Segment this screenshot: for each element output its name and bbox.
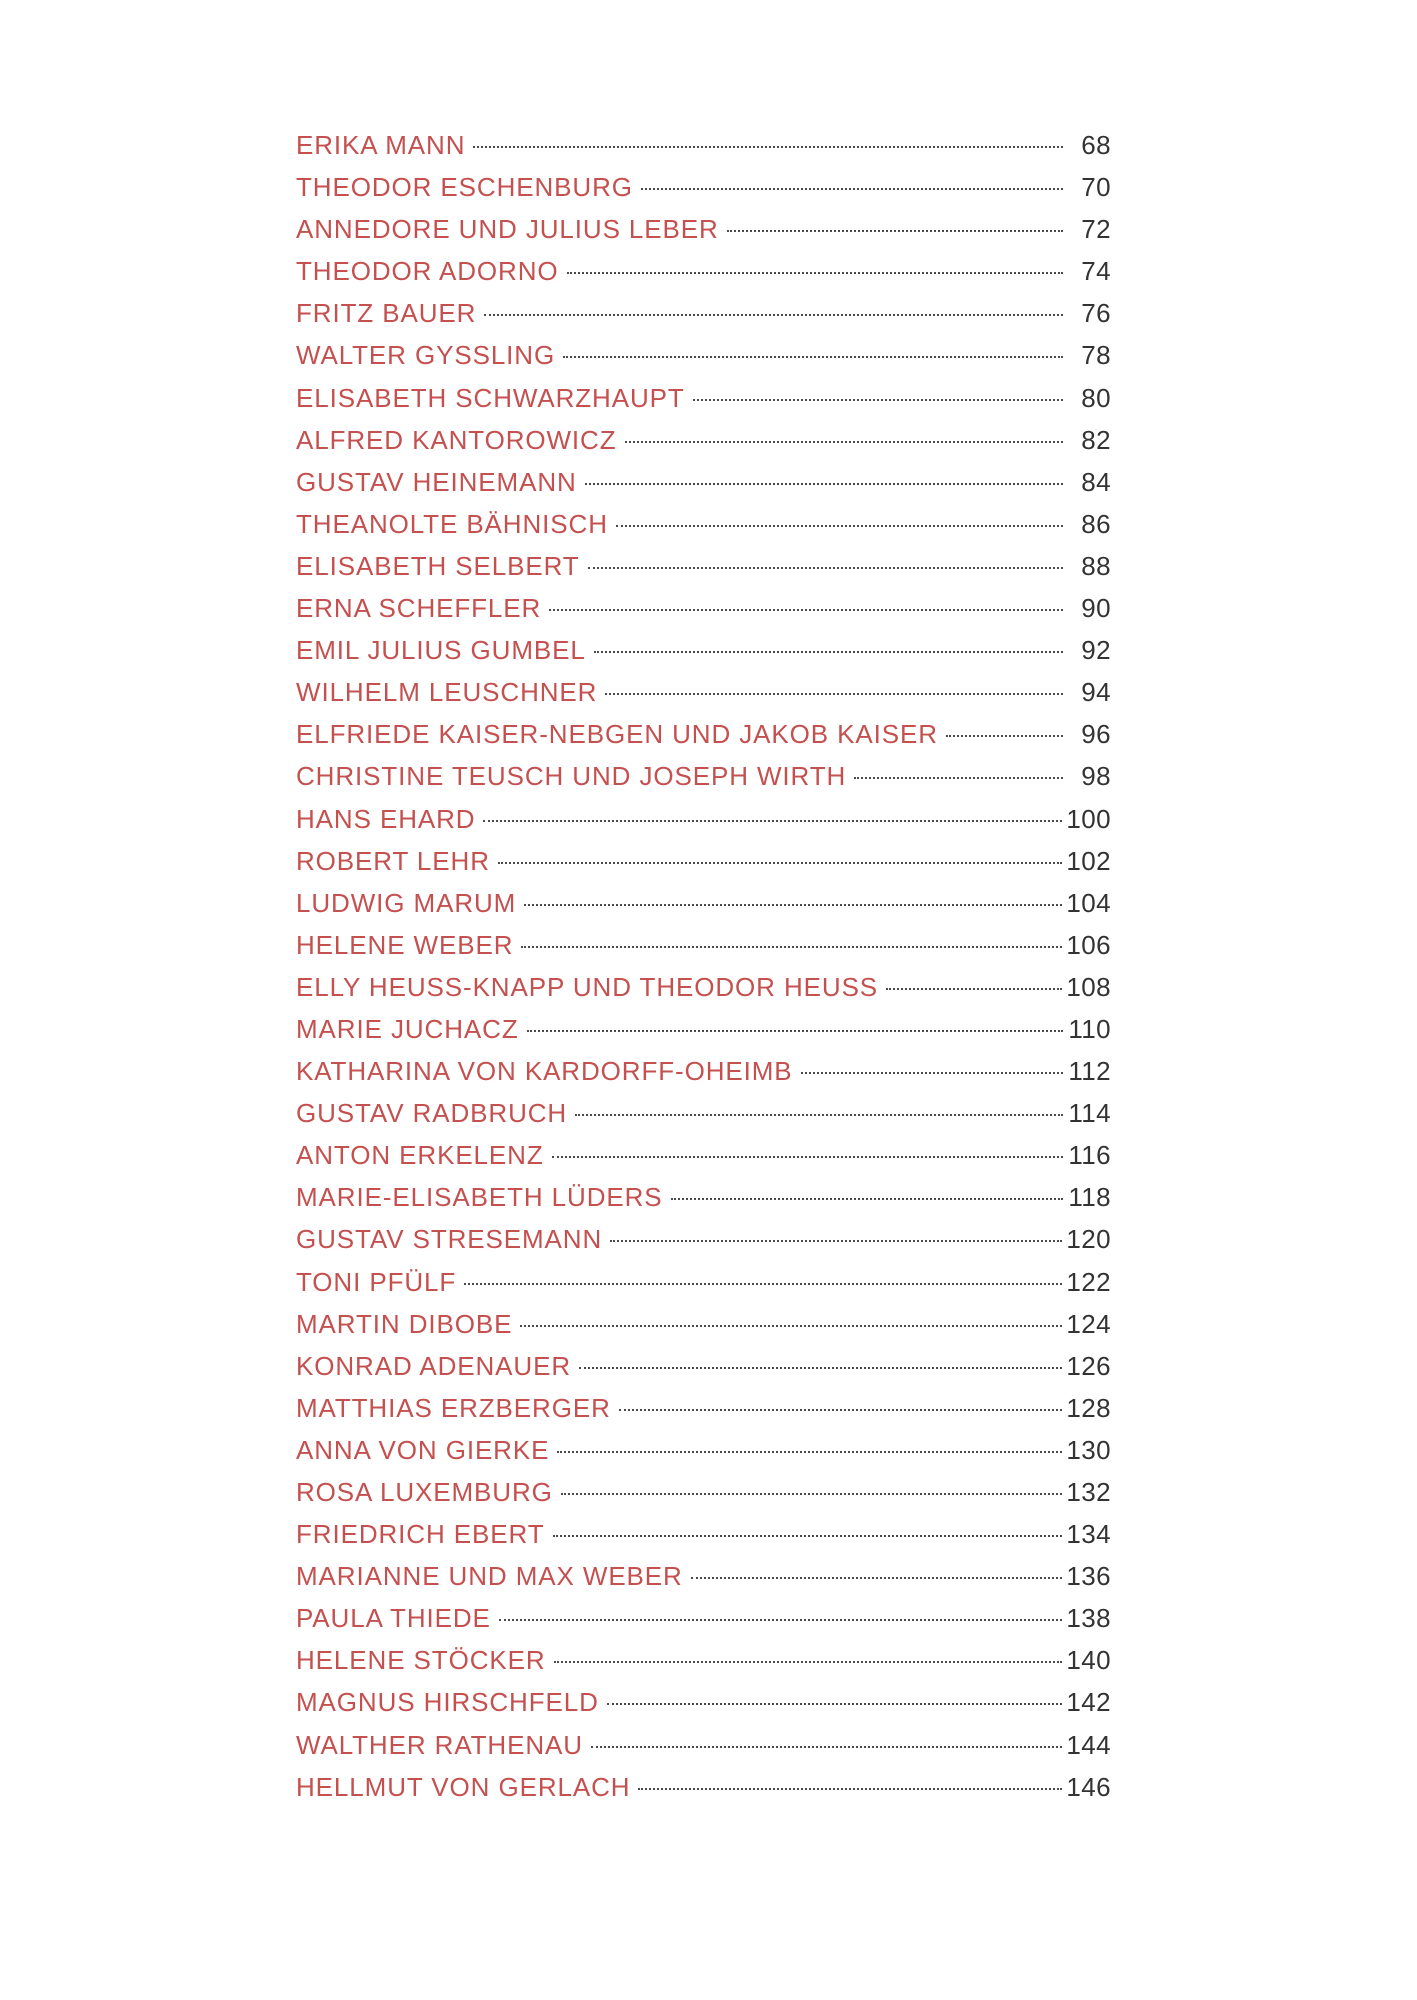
dot-leader [484, 314, 1063, 316]
toc-entry-page-number: 94 [1081, 677, 1111, 708]
dot-leader [886, 988, 1062, 990]
toc-entry-name: TONI PFÜLF [296, 1266, 457, 1297]
dot-leader [553, 1535, 1063, 1537]
toc-entry[interactable] [296, 755, 1111, 797]
toc-entry-name: LUDWIG MARUM [296, 887, 517, 918]
toc-entry-page-number: 96 [1081, 719, 1111, 750]
toc-entry-page-number: 82 [1081, 424, 1111, 455]
toc-entry-page-number: 90 [1081, 593, 1111, 624]
toc-entry-name: THEODOR ADORNO [296, 256, 559, 287]
toc-entry-name: ELFRIEDE KAISER-NEBGEN UND JAKOB KAISER [296, 719, 938, 750]
toc-entry-name: HANS EHARD [296, 803, 476, 834]
toc-entry-page-number: 78 [1081, 340, 1111, 371]
toc-entry-name: MARIE JUCHACZ [296, 1013, 519, 1044]
toc-entry[interactable] [296, 1639, 1111, 1681]
toc-entry-page-number: 72 [1081, 214, 1111, 245]
toc-entry[interactable] [296, 503, 1111, 545]
toc-entry-page-number: 132 [1066, 1477, 1111, 1507]
toc-entry-page-number: 104 [1066, 887, 1111, 918]
toc-entry-page-number: 134 [1066, 1519, 1111, 1550]
toc-entry-page-number: 80 [1081, 382, 1111, 413]
toc-entry[interactable] [296, 966, 1111, 1008]
toc-entry-name: HELLMUT VON GERLACH [296, 1771, 631, 1802]
toc-entry-page-number: 146 [1066, 1771, 1111, 1802]
toc-entry[interactable] [296, 166, 1111, 208]
toc-entry-name: ROBERT LEHR [296, 845, 490, 876]
toc-entry[interactable] [296, 377, 1111, 419]
dot-leader [691, 1577, 1063, 1579]
toc-entry[interactable] [296, 587, 1111, 629]
toc-entry-page-number: 126 [1066, 1350, 1111, 1381]
toc-entry[interactable] [296, 1597, 1111, 1639]
toc-entry-name: GUSTAV STRESEMANN [296, 1224, 603, 1255]
toc-entry[interactable] [296, 882, 1111, 924]
toc-entry-page-number: 138 [1066, 1603, 1111, 1634]
dot-leader [549, 609, 1063, 611]
table-of-contents [296, 124, 1111, 1808]
dot-leader [625, 441, 1063, 443]
toc-entry-name: KATHARINA VON KARDORFF-OHEIMB [296, 1056, 793, 1087]
toc-entry-name: HELENE WEBER [296, 929, 514, 960]
toc-entry-page-number: 92 [1081, 635, 1111, 666]
dot-leader [693, 399, 1063, 401]
toc-entry[interactable] [296, 419, 1111, 461]
toc-entry-page-number: 124 [1066, 1308, 1111, 1339]
dot-leader [671, 1198, 1063, 1200]
toc-entry-name: ERNA SCHEFFLER [296, 593, 542, 624]
toc-entry-name: GUSTAV HEINEMANN [296, 466, 577, 497]
toc-entry[interactable] [296, 124, 1111, 166]
toc-entry-page-number: 110 [1068, 1013, 1111, 1044]
toc-entry-name: FRITZ BAUER [296, 298, 477, 329]
dot-leader [946, 735, 1063, 737]
toc-entry[interactable] [296, 798, 1111, 840]
toc-entry[interactable] [296, 1471, 1111, 1513]
toc-entry[interactable] [296, 1724, 1111, 1766]
toc-entry-name: MAGNUS HIRSCHFELD [296, 1687, 599, 1718]
toc-entry[interactable] [296, 629, 1111, 671]
toc-entry[interactable] [296, 292, 1111, 334]
toc-entry-page-number: 102 [1066, 845, 1111, 876]
toc-entry[interactable] [296, 924, 1111, 966]
toc-entry-name: ANNA VON GIERKE [296, 1434, 550, 1465]
toc-entry[interactable] [296, 250, 1111, 292]
toc-entry-page-number: 86 [1081, 508, 1111, 539]
toc-entry[interactable] [296, 671, 1111, 713]
toc-entry-name: ROSA LUXEMBURG [296, 1477, 553, 1507]
dot-leader [727, 230, 1063, 232]
dot-leader [520, 1325, 1062, 1327]
toc-entry-name: ELISABETH SCHWARZHAUPT [296, 382, 685, 413]
toc-entry-name: ELLY HEUSS-KNAPP UND THEODOR HEUSS [296, 971, 879, 1002]
toc-entry-page-number: 130 [1066, 1434, 1111, 1465]
dot-leader [483, 820, 1062, 822]
dot-leader [801, 1072, 1063, 1074]
dot-leader [641, 188, 1063, 190]
toc-entry-page-number: 112 [1068, 1056, 1111, 1087]
dot-leader [499, 1619, 1063, 1621]
dot-leader [473, 146, 1063, 148]
dot-leader [607, 1703, 1063, 1705]
toc-entry-name: ANTON ERKELENZ [296, 1140, 544, 1171]
toc-entry[interactable] [296, 1134, 1111, 1176]
toc-entry[interactable] [296, 1008, 1111, 1050]
toc-entry-name: ELISABETH SELBERT [296, 550, 580, 581]
toc-entry-name: EMIL JULIUS GUMBEL [296, 635, 586, 666]
toc-entry-page-number: 106 [1066, 929, 1111, 960]
dot-leader [588, 567, 1063, 569]
toc-entry-page-number: 84 [1081, 466, 1111, 497]
toc-entry-page-number: 122 [1066, 1266, 1111, 1297]
toc-entry-page-number: 74 [1081, 256, 1111, 287]
dot-leader [521, 946, 1062, 948]
toc-entry[interactable] [296, 1387, 1111, 1429]
toc-entry-name: MARIE-ELISABETH LÜDERS [296, 1182, 663, 1213]
dot-leader [554, 1661, 1063, 1663]
toc-entry-name: THEODOR ESCHENBURG [296, 172, 633, 203]
dot-leader [616, 525, 1063, 527]
toc-entry-name: KONRAD ADENAUER [296, 1350, 571, 1381]
toc-entry[interactable] [296, 840, 1111, 882]
toc-entry-name: WALTHER RATHENAU [296, 1729, 583, 1760]
toc-entry-page-number: 108 [1066, 971, 1111, 1002]
dot-leader [610, 1240, 1062, 1242]
dot-leader [567, 272, 1063, 274]
toc-entry-page-number: 118 [1068, 1182, 1111, 1213]
toc-entry-name: CHRISTINE TEUSCH UND JOSEPH WIRTH [296, 761, 847, 792]
toc-entry[interactable] [296, 208, 1111, 250]
toc-entry-page-number: 120 [1066, 1224, 1111, 1255]
toc-entry-page-number: 98 [1081, 761, 1111, 792]
toc-entry-page-number: 140 [1066, 1645, 1111, 1676]
dot-leader [619, 1409, 1063, 1411]
toc-entry[interactable] [296, 1303, 1111, 1345]
toc-entry[interactable] [296, 1261, 1111, 1303]
toc-entry-name: ALFRED KANTOROWICZ [296, 424, 617, 455]
toc-entry-page-number: 144 [1066, 1729, 1111, 1760]
toc-entry-page-number: 68 [1081, 130, 1111, 160]
dot-leader [563, 356, 1063, 358]
toc-entry[interactable] [296, 1555, 1111, 1597]
toc-entry-page-number: 116 [1068, 1140, 1111, 1171]
toc-entry-name: HELENE STÖCKER [296, 1645, 546, 1676]
toc-entry-name: WALTER GYSSLING [296, 340, 556, 371]
toc-entry-name: GUSTAV RADBRUCH [296, 1098, 568, 1129]
toc-entry[interactable] [296, 1513, 1111, 1555]
toc-entry-page-number: 100 [1066, 803, 1111, 834]
toc-entry-name: MARIANNE UND MAX WEBER [296, 1561, 683, 1592]
dot-leader [524, 904, 1062, 906]
toc-entry[interactable] [296, 713, 1111, 755]
dot-leader [464, 1283, 1062, 1285]
dot-leader [591, 1746, 1062, 1748]
toc-entry-name: THEANOLTE BÄHNISCH [296, 508, 608, 539]
dot-leader [579, 1367, 1062, 1369]
toc-entry[interactable] [296, 334, 1111, 376]
toc-entry-name: FRIEDRICH EBERT [296, 1519, 545, 1550]
dot-leader [552, 1156, 1063, 1158]
dot-leader [605, 693, 1063, 695]
toc-entry-name: ANNEDORE UND JULIUS LEBER [296, 214, 719, 245]
toc-entry[interactable] [296, 1766, 1111, 1808]
dot-leader [638, 1788, 1062, 1790]
dot-leader [527, 1030, 1063, 1032]
dot-leader [561, 1493, 1063, 1495]
dot-leader [498, 862, 1063, 864]
toc-entry[interactable] [296, 461, 1111, 503]
toc-entry[interactable] [296, 1345, 1111, 1387]
toc-entry-page-number: 128 [1066, 1392, 1111, 1423]
toc-entry[interactable] [296, 1050, 1111, 1092]
toc-entry[interactable] [296, 1429, 1111, 1471]
dot-leader [594, 651, 1063, 653]
toc-entry-name: WILHELM LEUSCHNER [296, 677, 598, 708]
toc-entry[interactable] [296, 545, 1111, 587]
toc-entry[interactable] [296, 1681, 1111, 1723]
toc-entry-page-number: 114 [1068, 1098, 1111, 1129]
toc-entry-name: MATTHIAS ERZBERGER [296, 1392, 611, 1423]
toc-entry[interactable] [296, 1176, 1111, 1218]
toc-entry[interactable] [296, 1092, 1111, 1134]
dot-leader [585, 483, 1063, 485]
toc-entry-name: PAULA THIEDE [296, 1603, 491, 1634]
toc-entry-page-number: 142 [1066, 1687, 1111, 1718]
toc-entry-name: MARTIN DIBOBE [296, 1308, 513, 1339]
toc-entry[interactable] [296, 1218, 1111, 1260]
toc-entry-page-number: 70 [1081, 172, 1111, 203]
dot-leader [557, 1451, 1062, 1453]
dot-leader [575, 1114, 1063, 1116]
toc-entry-name: ERIKA MANN [296, 130, 466, 160]
toc-entry-page-number: 76 [1081, 298, 1111, 329]
toc-entry-page-number: 136 [1066, 1561, 1111, 1592]
dot-leader [854, 777, 1063, 779]
toc-entry-page-number: 88 [1081, 550, 1111, 581]
